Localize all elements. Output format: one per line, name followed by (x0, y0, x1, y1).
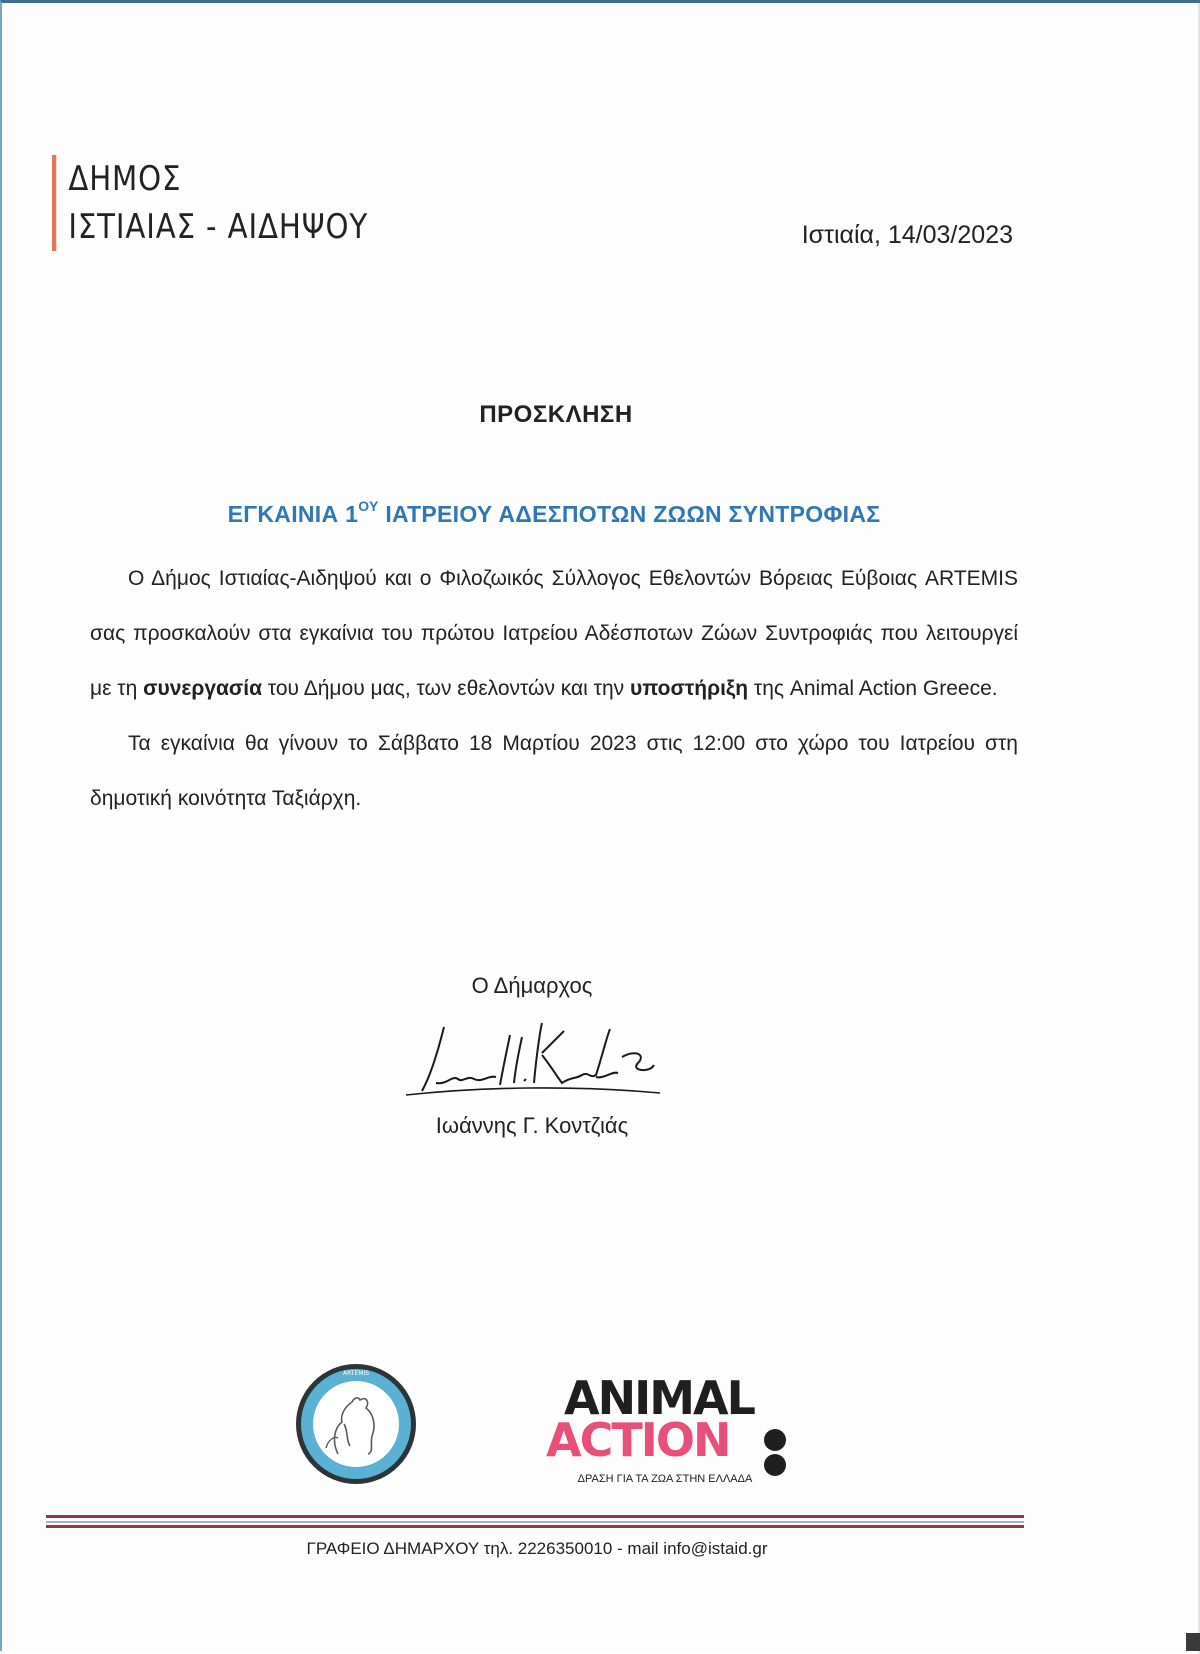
paragraph-1-text-b: του Δήμου μας, των εθελοντών και την (262, 677, 630, 700)
artemis-logo (294, 1362, 418, 1486)
subtitle-part-1: ΕΓΚΑΙΝΙΑ 1 (227, 501, 359, 527)
animal-action-word-1: ANIMAL (564, 1371, 754, 1425)
emphasis-cooperation: συνεργασία (143, 677, 263, 700)
paragraph-1 (90, 551, 1018, 716)
handwritten-signature (392, 1013, 672, 1108)
document-title-text: ΠΡΟΣΚΛΗΣΗ (479, 401, 633, 428)
footer-rule (46, 1515, 1024, 1529)
animal-action-tagline: ΔΡΑΣΗ ΓΙΑ ΤΑ ΖΩΑ ΣΤΗΝ ΕΛΛΑΔΑ (577, 1473, 753, 1485)
paw-icon (764, 1429, 786, 1451)
subtitle-superscript: ΟΥ (358, 498, 379, 514)
signatory-name: Ιωάννης Γ. Κοντζιάς (435, 1113, 629, 1138)
letter-body (90, 551, 1018, 826)
place-date: Ιστιαία, 14/03/2023 (801, 221, 1013, 249)
paragraph-1-text-a: Ο Δήμος Ιστιαίας-Αιδηψού και ο Φιλοζωικός Σύλλογος Εθελοντών Βόρειας Εύβοιας ARTEMIS σας προσκαλούν στα εγκαίνια του πρώτου Ιατρείου Αδέσποτων Ζώων Συντροφιάς που λειτουργεί με τη (90, 567, 1018, 700)
document-title (2, 401, 1200, 429)
footer-contact (2, 1539, 1200, 1559)
paragraph-1-text-c: της Animal Action Greece. (748, 677, 998, 700)
footer-contact-text: ΓΡΑΦΕΙΟ ΔΗΜΑΡΧΟΥ τηλ. 2226350010 - mail info@istaid.gr (306, 1539, 768, 1558)
event-subtitle (2, 498, 1200, 528)
municipality-heading (52, 155, 368, 251)
paragraph-2: Τα εγκαίνια θα γίνουν το Σάββατο 18 Μαρτίου 2023 στις 12:00 στο χώρο του Ιατρείου στη δημοτική κοινότητα Ταξιάρχη. (90, 732, 1018, 810)
municipality-line-1: ΔΗΜΟΣ (68, 159, 182, 199)
animal-action-word-2: ACTION (546, 1413, 730, 1467)
signature-role: Ο Δήμαρχος (471, 973, 593, 998)
municipality-line-2: ΙΣΤΙΑΙΑΣ - ΑΙΔΗΨΟΥ (68, 207, 369, 247)
subtitle-part-2: ΙΑΤΡΕΙΟΥ ΑΔΕΣΠΟΤΩΝ ΖΩΩΝ ΣΥΝΤΡΟΦΙΑΣ (378, 501, 881, 527)
animal-action-logo (542, 1373, 782, 1483)
artemis-logo-label: ARTEMIS (342, 1370, 370, 1377)
emphasis-support: υποστήριξη (629, 677, 749, 700)
scan-artifact (1186, 1633, 1200, 1651)
